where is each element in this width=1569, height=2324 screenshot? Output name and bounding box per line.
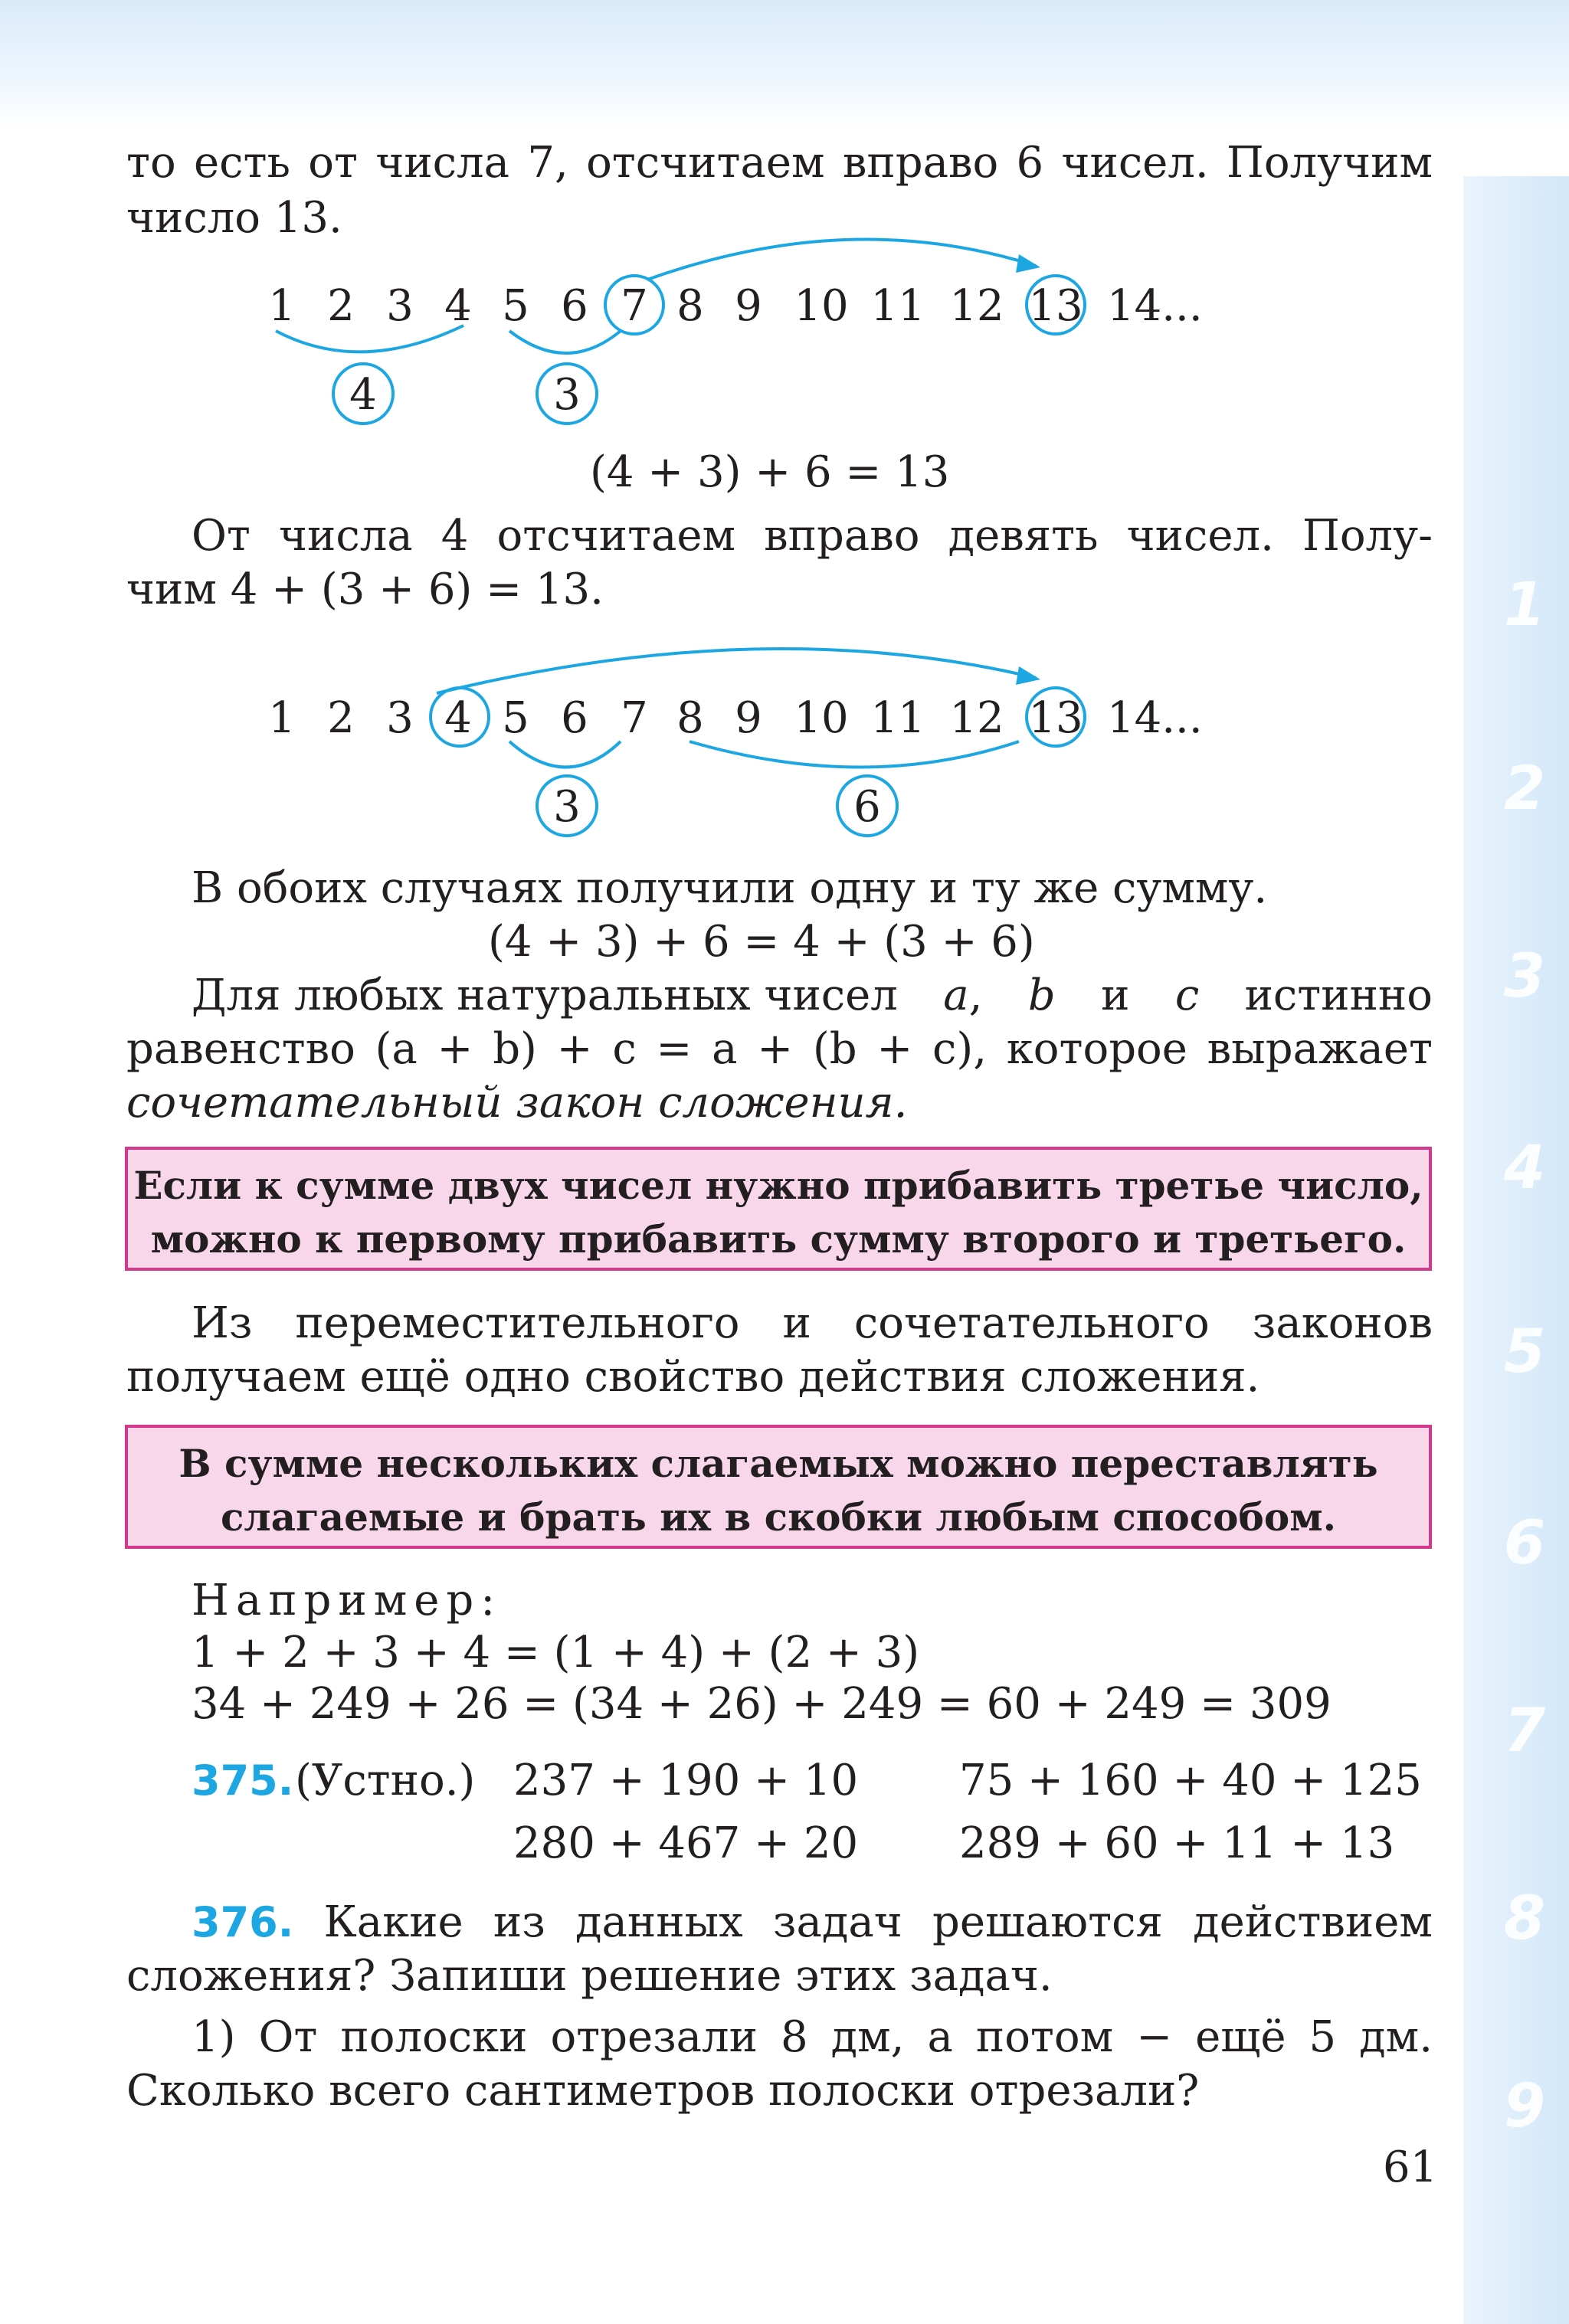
arc-5-to-6 — [509, 331, 621, 353]
number-line-value: 14... — [1107, 281, 1203, 331]
task-376-line-1 — [192, 1896, 1433, 1949]
number-line-value: 3 — [386, 693, 414, 743]
number-line-value: 13 — [1028, 281, 1083, 331]
task-375-expr-2: 75 + 160 + 40 + 125 — [959, 1756, 1422, 1805]
task-375-note: (Устно.) — [295, 1756, 476, 1805]
word: задач — [772, 1897, 902, 1947]
task-375-expr-4: 289 + 60 + 11 + 13 — [959, 1818, 1395, 1868]
arrowhead-1 — [1016, 254, 1040, 273]
word: действием — [1193, 1897, 1433, 1947]
law-line-2: равенство (a + b) + c = a + (b + c), которое выражает — [126, 1024, 1433, 1074]
example-label: Например: — [192, 1576, 503, 1625]
chapter-tab-4: 4 — [1503, 1134, 1546, 1203]
chapter-tab-9: 9 — [1503, 2072, 1546, 2141]
page-number: 61 — [1383, 2142, 1438, 2192]
arc-1-to-4 — [276, 326, 463, 352]
number-line-value: 12 — [949, 281, 1004, 331]
word: сочетательного — [853, 1298, 1210, 1348]
task-376-number: 376. — [192, 1898, 294, 1946]
count-badge-3: 3 — [553, 782, 581, 832]
var-a: a — [943, 971, 969, 1020]
number-line-value: 2 — [327, 281, 355, 331]
intro-line-2: число 13. — [126, 193, 342, 243]
rule-box-1 — [125, 1147, 1432, 1271]
arc-7-to-13 — [647, 240, 1036, 280]
word: из — [493, 1897, 545, 1947]
paragraph-2-line-2: чим 4 + (3 + 6) = 13. — [126, 565, 604, 614]
intro-line-1: то есть от числа 7, отсчитаем вправо 6 чисел. Получим — [126, 138, 1433, 188]
number-line-value: 9 — [735, 693, 762, 743]
number-line-value: 4 — [444, 281, 472, 331]
law-line-1 — [192, 969, 1433, 1023]
rule-2-line-2: слагаемые и брать их в скобки любым способом. — [220, 1494, 1337, 1540]
number-line-value: 5 — [502, 281, 529, 331]
arc-5-to-7 — [509, 741, 621, 768]
number-line-value: 8 — [676, 693, 704, 743]
number-line-value: 11 — [870, 693, 925, 743]
arc-8-to-12 — [690, 741, 1019, 768]
word: и — [782, 1298, 811, 1348]
word-true: истинно — [1244, 971, 1433, 1020]
both-cases-text: В обоих случаях получили одну и ту же сумму. — [192, 863, 1268, 913]
number-line-value: 11 — [870, 281, 925, 331]
number-line-value: 5 — [502, 693, 529, 743]
number-line-value: 7 — [621, 693, 648, 743]
rule-1-line-1: Если к сумме двух чисел нужно прибавить третье число, — [133, 1163, 1423, 1208]
number-line-value: 7 — [621, 281, 648, 331]
chapter-tab-1: 1 — [1503, 571, 1546, 640]
both-cases-equation: (4 + 3) + 6 = 4 + (3 + 6) — [488, 917, 1035, 967]
example-line-1: 1 + 2 + 3 + 4 = (1 + 4) + (2 + 3) — [192, 1628, 920, 1678]
rule-1-line-2: можно к первому прибавить сумму второго и третьего. — [150, 1216, 1407, 1262]
law-text: Для любых натуральных чисел — [192, 971, 898, 1020]
number-line-value: 1 — [268, 693, 296, 743]
paragraph-3-line-2: получаем ещё одно свойство действия сложения. — [126, 1352, 1260, 1402]
number-line-value: 10 — [794, 281, 849, 331]
number-line-value: 14... — [1107, 693, 1203, 743]
chapter-tab-8: 8 — [1503, 1884, 1546, 1953]
task-376-line-2: сложения? Запиши решение этих задач. — [126, 1951, 1053, 2001]
law-name: сочетательный закон сложения. — [126, 1078, 908, 1128]
number-line-value: 6 — [561, 693, 588, 743]
word: Какие — [323, 1897, 463, 1947]
task-375-expr-3: 280 + 467 + 20 — [513, 1818, 859, 1868]
chapter-tab-7: 7 — [1503, 1697, 1546, 1766]
count-badge-4: 4 — [349, 370, 377, 420]
var-b: b — [1027, 971, 1056, 1020]
chapter-tab-2: 2 — [1503, 754, 1546, 823]
number-line-value: 4 — [444, 693, 472, 743]
rule-box-2 — [125, 1425, 1432, 1549]
word: решаются — [932, 1897, 1163, 1947]
number-line-value: 8 — [676, 281, 704, 331]
number-line-value: 6 — [561, 281, 588, 331]
number-line-value: 2 — [327, 693, 355, 743]
paragraph-3-line-1 — [192, 1297, 1433, 1350]
example-line-2: 34 + 249 + 26 = (34 + 26) + 249 = 60 + 249 = 309 — [192, 1679, 1332, 1729]
rule-2-line-1: В сумме нескольких слагаемых можно переставлять — [179, 1441, 1378, 1486]
number-line-value: 9 — [735, 281, 762, 331]
equation-1: (4 + 3) + 6 = 13 — [590, 447, 950, 497]
chapter-tab-5: 5 — [1503, 1317, 1546, 1386]
task-376-item-1-line-2: Сколько всего сантиметров полоски отрезали? — [126, 2066, 1200, 2116]
number-line-1 — [268, 281, 1202, 331]
number-line-value: 12 — [949, 693, 1004, 743]
word: данных — [575, 1897, 743, 1947]
word: законов — [1252, 1298, 1433, 1348]
number-line-2 — [268, 693, 1202, 743]
count-badge-6: 6 — [853, 782, 881, 832]
word: Из — [192, 1298, 253, 1348]
arrowhead-2 — [1016, 666, 1040, 685]
chapter-tab-3: 3 — [1503, 942, 1546, 1011]
number-line-value: 1 — [268, 281, 296, 331]
chapter-tab-6: 6 — [1503, 1509, 1546, 1578]
arc-4-to-13 — [437, 649, 1036, 693]
word-and: и — [1101, 971, 1130, 1020]
task-375-number: 375. — [192, 1756, 294, 1805]
task-375-expr-1: 237 + 190 + 10 — [513, 1756, 859, 1805]
number-line-value: 10 — [794, 693, 849, 743]
count-badge-3: 3 — [553, 370, 581, 420]
task-376-item-1-line-1: 1) От полоски отрезали 8 дм, а потом − ещё 5 дм. — [192, 2012, 1433, 2062]
number-line-value: 3 — [386, 281, 414, 331]
var-c: c — [1174, 971, 1200, 1020]
number-line-value: 13 — [1028, 693, 1083, 743]
comma: , — [968, 971, 983, 1020]
paragraph-2-line-1: От числа 4 отсчитаем вправо девять чисел. Полу- — [192, 511, 1433, 561]
word: переместительного — [295, 1298, 740, 1348]
